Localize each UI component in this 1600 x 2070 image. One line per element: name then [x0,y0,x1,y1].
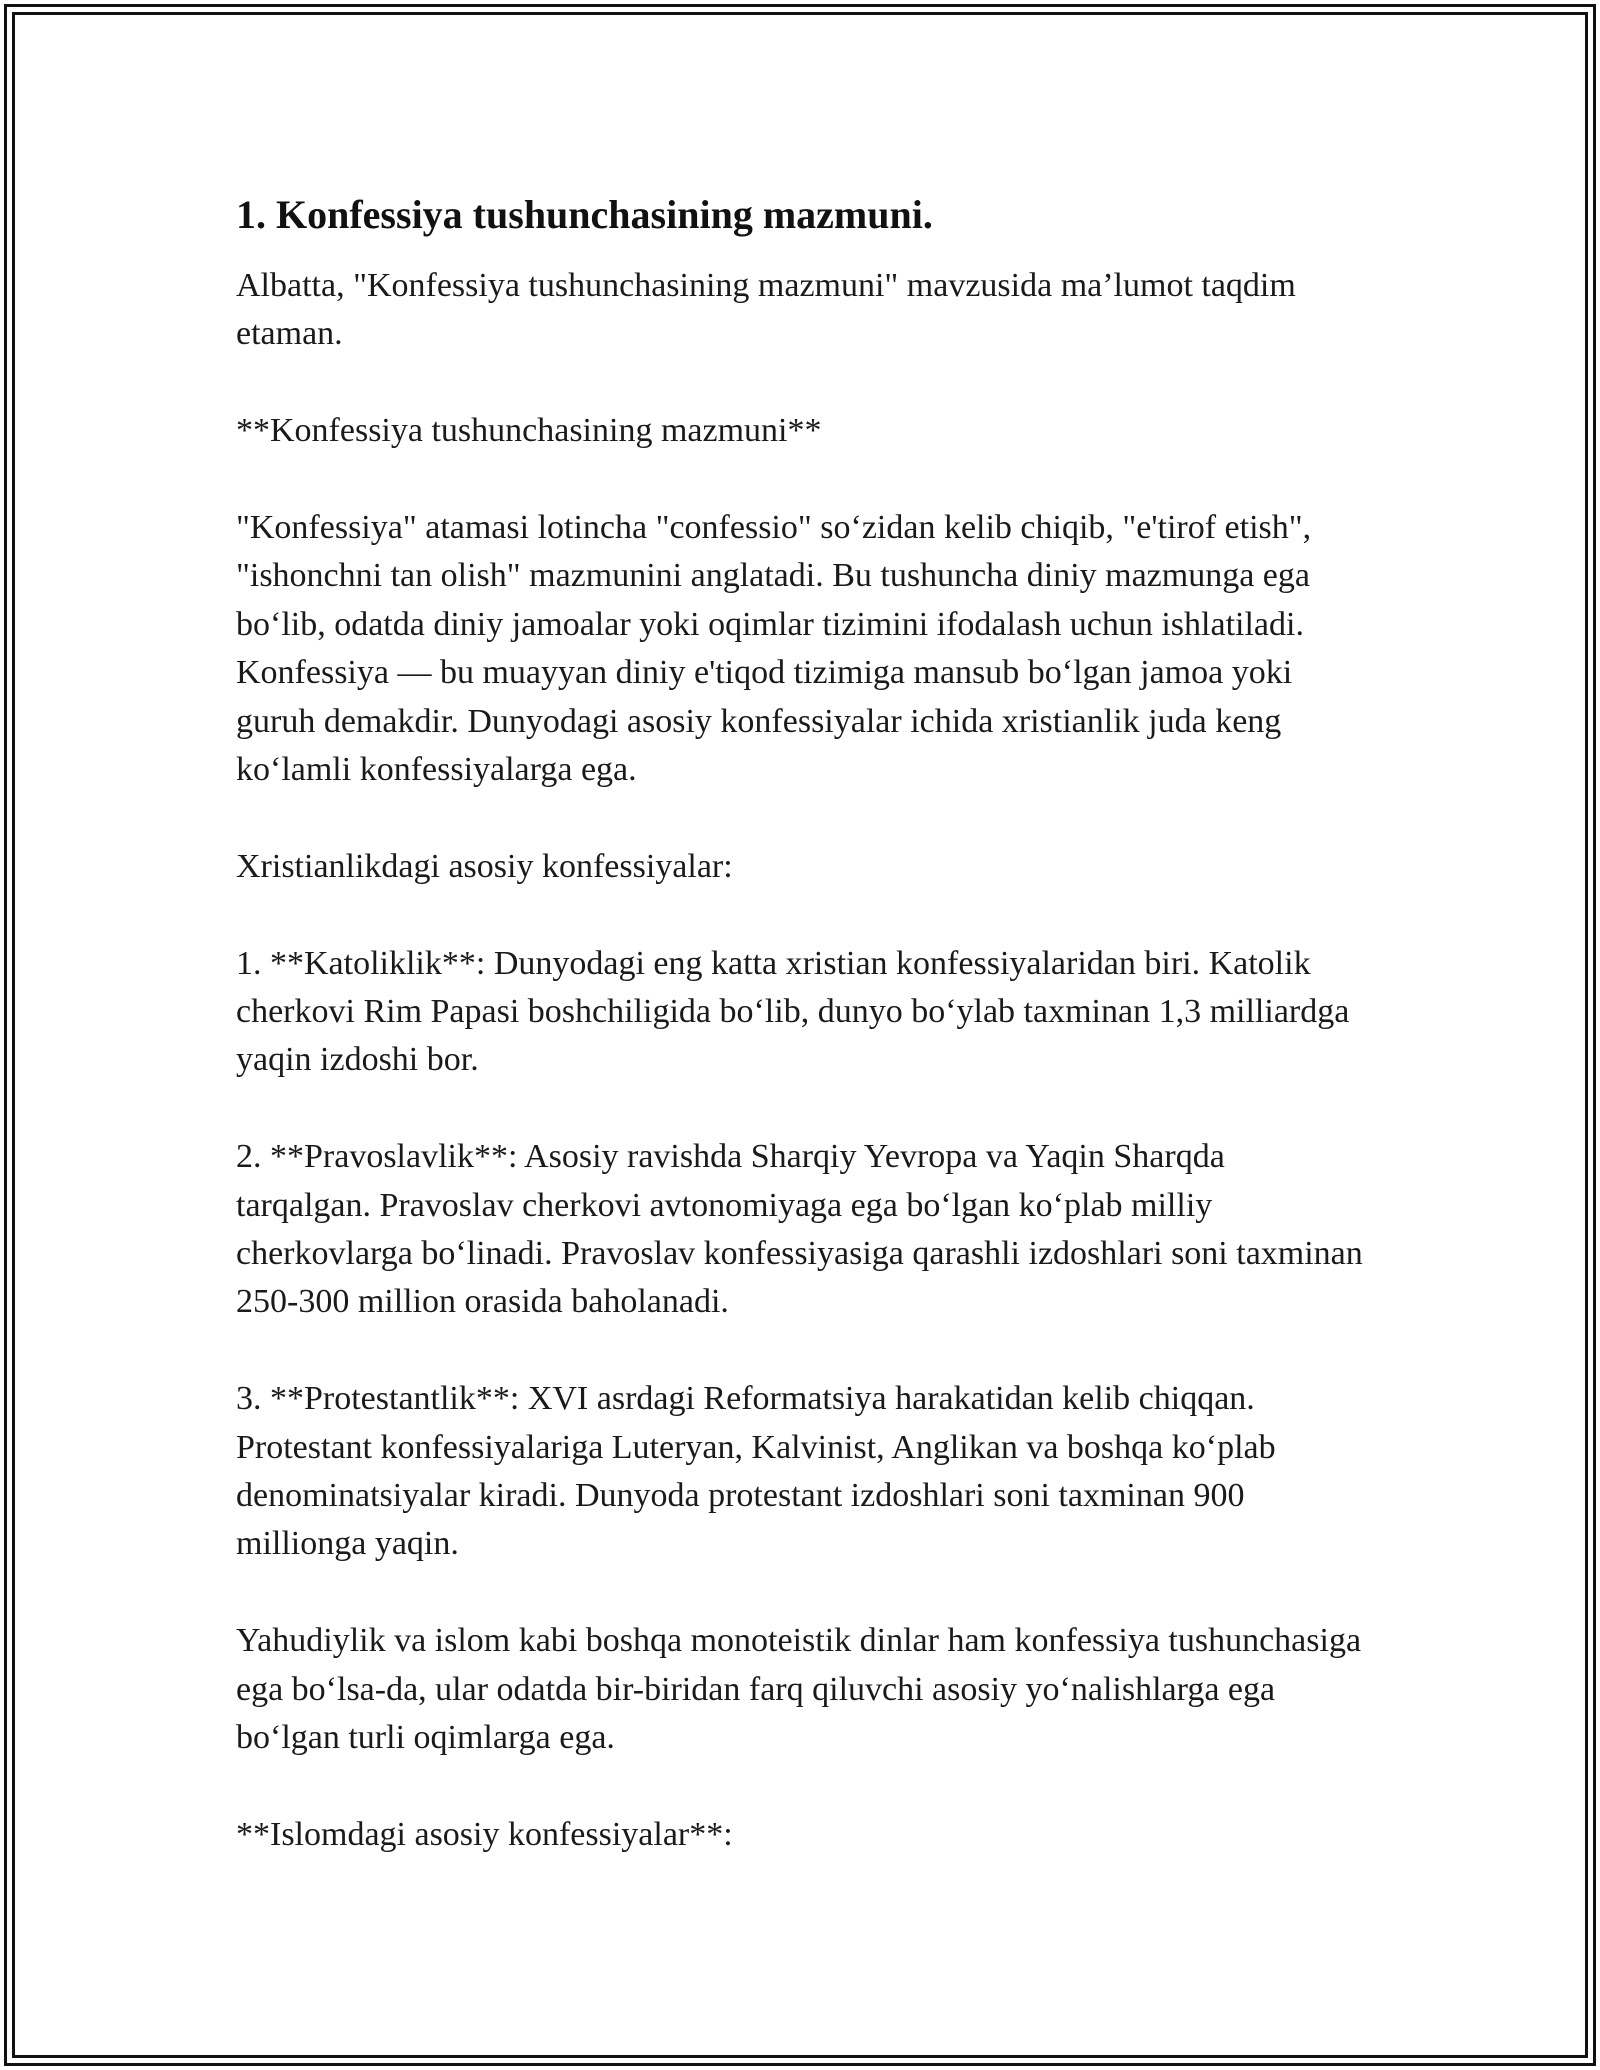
paragraph-definition: "Konfessiya" atamasi lotincha "confessio" so‘zidan kelib chiqib, "e'tirof etish", "ishonchni tan olish" mazmunini anglatadi. Bu tushuncha diniy mazmunga ega bo‘lib, odatda diniy jamoalar yoki oqimlar tizimini ifodalash uchun ishlatiladi. Konfessiya — bu muayyan diniy e'tiqod tizimiga mansub bo‘lgan jamoa yoki guruh demakdir. Dunyodagi asosiy konfessiyalar ichida xristianlik juda keng ko‘lamli konfessiyalarga ega. [236,509,1312,789]
paragraph-orthodoxy: 2. **Pravoslavlik**: Asosiy ravishda Sharqiy Yevropa va Yaqin Sharqda tarqalgan. Pravoslav cherkovi avtonomiyaga ega bo‘lgan ko‘plab milliy cherkovlarga bo‘linadi. Pravoslav konfessiyasiga qarashli izdoshlari soni taxminan 250-300 million orasida baholanadi. [236,1138,1363,1321]
paragraph-christian-header: Xristianlikdagi asosiy konfessiyalar: [236,847,733,885]
paragraph-other-religions: Yahudiylik va islom kabi boshqa monoteistik dinlar ham konfessiya tushunchasiga ega bo‘lsa-da, ular odatda bir-biridan farq qiluvchi asosiy yo‘nalishlarga ega bo‘lgan turli oqimlarga ega. [236,1622,1362,1757]
paragraph-catholicism: 1. **Katoliklik**: Dunyodagi eng katta xristian konfessiyalaridan biri. Katolik cherkovi Rim Papasi boshchiligida bo‘lib, dunyo bo‘ylab taxminan 1,3 milliardga yaqin izdoshi bor. [236,944,1350,1079]
document-body [236,180,1366,1908]
section-heading: 1. Konfessiya tushunchasining mazmuni. [236,192,933,237]
paragraph-islam-header: **Islomdagi asosiy konfessiyalar**: [236,1815,733,1853]
paragraph-intro: Albatta, "Konfessiya tushunchasining mazmuni" mavzusida ma’lumot taqdim etaman. [236,267,1296,353]
paragraph-protestantism: 3. **Protestantlik**: XVI asrdagi Reformatsiya harakatidan kelib chiqqan. Protestant konfessiyalariga Luteryan, Kalvinist, Anglikan va boshqa ko‘plab denominatsiyalar kiradi. Dunyoda protestant izdoshlari soni taxminan 900 millionga yaqin. [236,1380,1276,1563]
paragraph-subtitle: **Konfessiya tushunchasining mazmuni** [236,412,822,450]
